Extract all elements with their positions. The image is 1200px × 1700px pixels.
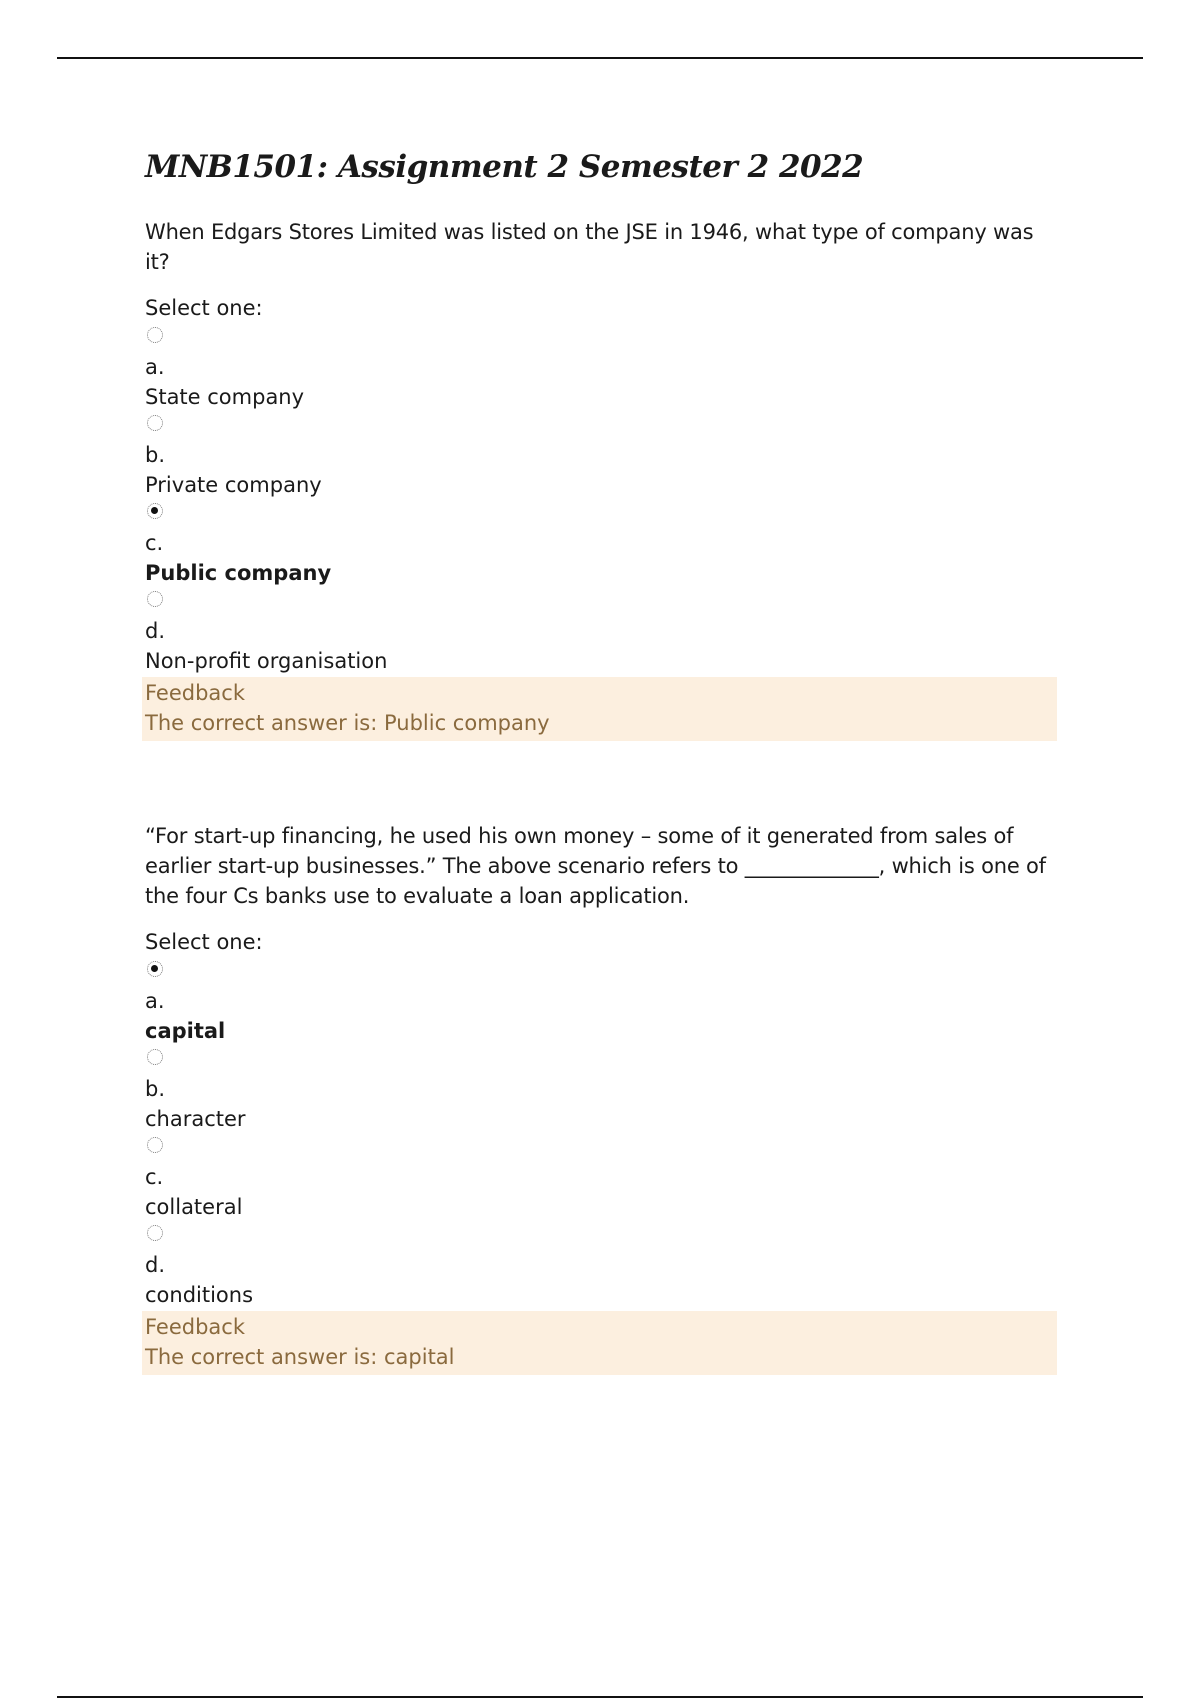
feedback-heading: Feedback <box>145 1315 246 1339</box>
feedback-heading: Feedback <box>145 681 246 705</box>
radio-button-selected[interactable] <box>147 503 163 519</box>
question-text: When Edgars Stores Limited was listed on the JSE in 1946, what type of company was it? <box>145 220 1034 274</box>
option-c <box>145 1137 1060 1222</box>
select-one-label: Select one: <box>145 930 263 954</box>
question-1 <box>145 217 1060 741</box>
option-d <box>145 591 1060 676</box>
radio-button[interactable] <box>147 1225 163 1241</box>
option-letter: c. <box>145 1165 164 1189</box>
option-d <box>145 1225 1060 1310</box>
option-text: capital <box>145 1019 226 1043</box>
select-one-label: Select one: <box>145 296 263 320</box>
radio-button-selected[interactable] <box>147 961 163 977</box>
bottom-rule <box>57 1696 1143 1698</box>
option-letter: d. <box>145 619 166 643</box>
option-text: Private company <box>145 473 322 497</box>
option-letter: b. <box>145 443 166 467</box>
option-text: character <box>145 1107 246 1131</box>
feedback-box <box>142 677 1057 741</box>
radio-button[interactable] <box>147 415 163 431</box>
option-letter: b. <box>145 1077 166 1101</box>
question-text: “For start-up financing, he used his own money – some of it generated from sales of earlier start-up businesses.” The above scenario refers to _____________, which is one of the four Cs banks use to evaluate a loan application. <box>145 824 1046 908</box>
option-c <box>145 503 1060 588</box>
radio-button[interactable] <box>147 1137 163 1153</box>
option-a <box>145 961 1060 1046</box>
option-b <box>145 415 1060 500</box>
document-title: MNB1501: Assignment 2 Semester 2 2022 <box>145 149 864 185</box>
option-text: Non-profit organisation <box>145 649 388 673</box>
feedback-text: The correct answer is: capital <box>145 1345 455 1369</box>
feedback-text: The correct answer is: Public company <box>145 711 550 735</box>
document-page <box>145 145 1060 1375</box>
option-b <box>145 1049 1060 1134</box>
top-rule <box>57 57 1143 59</box>
radio-button[interactable] <box>147 1049 163 1065</box>
option-letter: a. <box>145 355 165 379</box>
option-text: collateral <box>145 1195 243 1219</box>
option-text: Public company <box>145 561 332 585</box>
feedback-box <box>142 1311 1057 1375</box>
option-letter: a. <box>145 989 165 1013</box>
radio-button[interactable] <box>147 327 163 343</box>
option-text: State company <box>145 385 305 409</box>
radio-button[interactable] <box>147 591 163 607</box>
option-letter: c. <box>145 531 164 555</box>
option-a <box>145 327 1060 412</box>
question-2 <box>145 821 1060 1375</box>
option-text: conditions <box>145 1283 254 1307</box>
option-letter: d. <box>145 1253 166 1277</box>
